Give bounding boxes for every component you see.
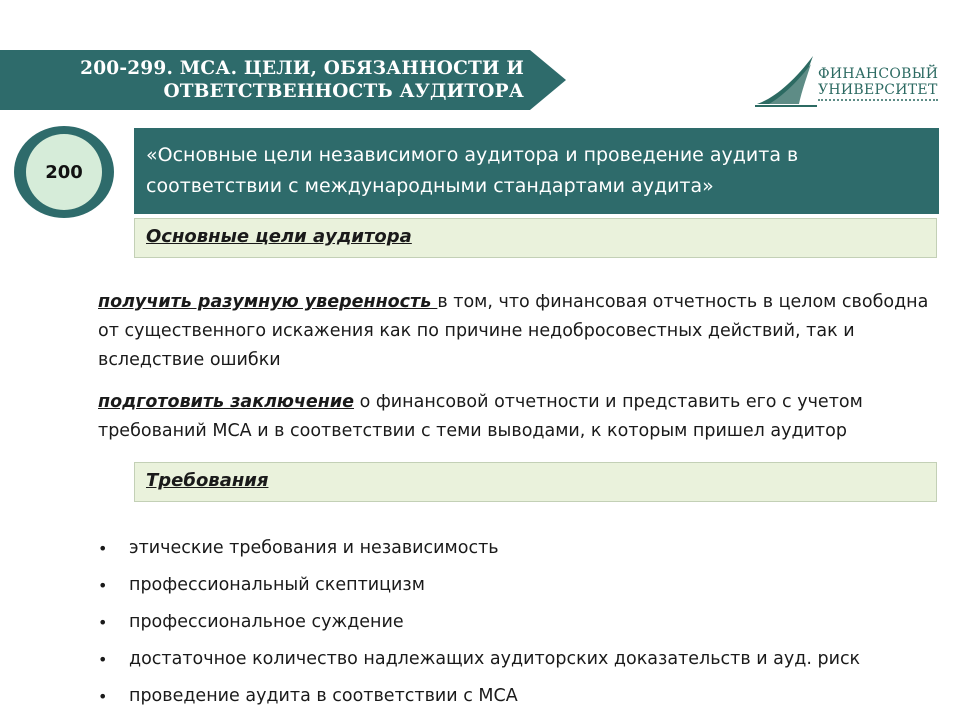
standard-number-badge: 200: [26, 134, 102, 210]
requirements-list: [96, 530, 936, 715]
standard-heading: «Основные цели независимого аудитора и проведение аудита в соответствии с международными стандартами аудита»: [134, 128, 939, 214]
list-item: [96, 530, 936, 567]
bullet-icon: •: [98, 687, 108, 706]
goal-1-text: в том, что финансовая отчетность в целом свободна от существенного искажения как по причине недобросовестных действий, так и вследствие ошибки: [98, 292, 929, 370]
goal-2-lead: подготовить заключение: [98, 392, 355, 412]
logo-text-line-2: УНИВЕРСИТЕТ: [818, 82, 938, 98]
requirement-text: этические требования и независимость: [129, 538, 499, 558]
goal-1-lead: получить разумную уверенность: [98, 292, 438, 312]
requirement-text: проведение аудита в соответствии с МСА: [129, 686, 518, 706]
goal-2-text: о финансовой отчетности и представить его с учетом требований МСА и в соответствии с теми выводами, к которым пришел аудитор: [98, 392, 863, 441]
requirement-text: профессиональное суждение: [129, 612, 404, 632]
logo-text-line-1: ФИНАНСОВЫЙ: [818, 66, 939, 82]
bullet-icon: •: [98, 613, 108, 632]
title-banner: [0, 50, 566, 110]
page-title-line-1: 200-299. МСА. ЦЕЛИ, ОБЯЗАННОСТИ И: [80, 58, 524, 79]
logo-tagline-decoration: [818, 99, 938, 105]
goal-paragraph-1: [98, 288, 938, 375]
list-item: [96, 678, 936, 715]
university-logo: [755, 54, 945, 108]
bullet-icon: •: [98, 650, 108, 669]
logo-emblem-icon: [755, 54, 817, 108]
requirement-text: достаточное количество надлежащих аудиторских доказательств и ауд. риск: [129, 649, 861, 669]
goal-paragraph-2: [98, 388, 938, 446]
requirement-text: профессиональный скептицизм: [129, 575, 425, 595]
bullet-icon: •: [98, 576, 108, 595]
page-title-line-2: ОТВЕТСТВЕННОСТЬ АУДИТОРА: [163, 81, 524, 102]
list-item: [96, 641, 936, 678]
list-item: [96, 567, 936, 604]
goals-section-header: [134, 218, 937, 258]
requirements-section-header: [134, 462, 937, 502]
page-title: [0, 50, 530, 110]
requirements-section-title: Требования: [146, 470, 269, 491]
goals-section-title: Основные цели аудитора: [146, 226, 412, 247]
list-item: [96, 604, 936, 641]
bullet-icon: •: [98, 539, 108, 558]
